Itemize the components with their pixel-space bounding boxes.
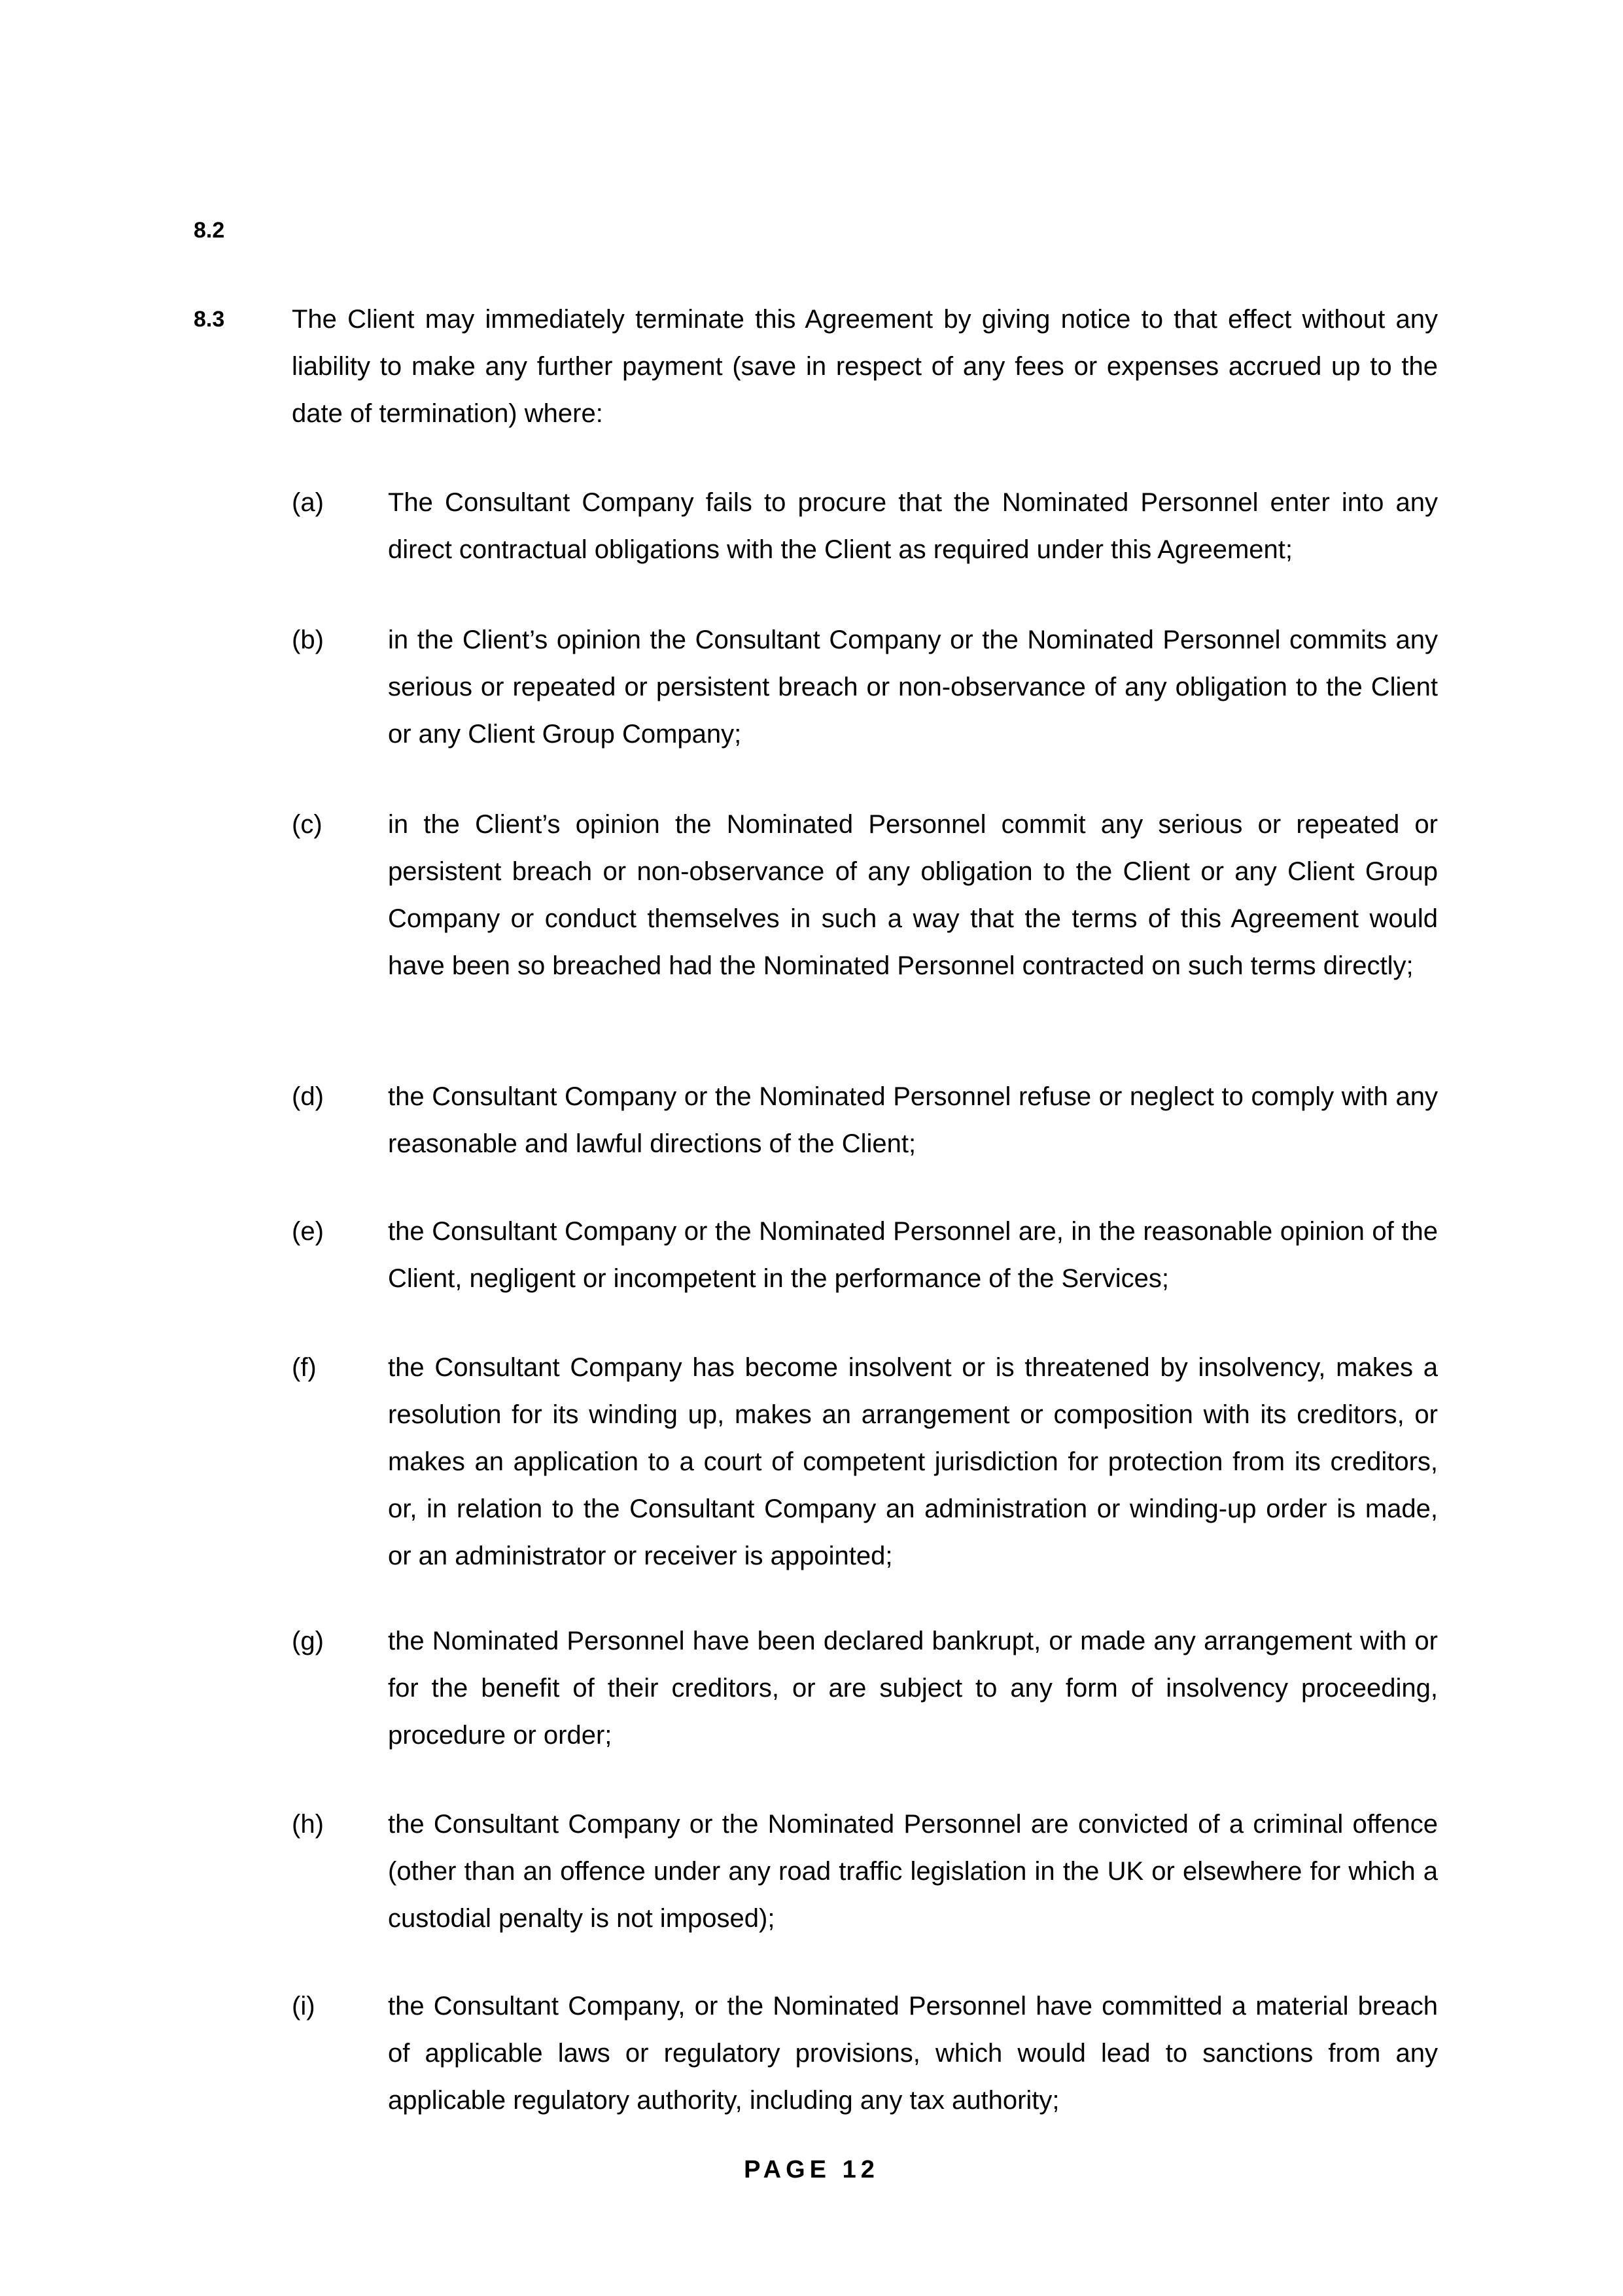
- item-text: the Consultant Company or the Nominated Personnel are, in the reasonable opinion of the Client, negligent or incompetent in the performance of the Services;: [388, 1217, 1438, 1293]
- item-label: (e): [292, 1217, 324, 1246]
- clause-8-2-number: 8.2: [194, 218, 225, 243]
- item-label: (f): [292, 1353, 317, 1382]
- clause-8-3-intro: The Client may immediately terminate this Agreement by giving notice to that effect without any liability to make any further payment (save in respect of any fees or expenses accrued up to the date of termination) where:: [292, 305, 1438, 428]
- item-label: (b): [292, 626, 324, 654]
- item-text: in the Client’s opinion the Consultant Company or the Nominated Personnel commits any serious or repeated or persistent breach or non-observance of any obligation to the Client or any Client Group Company;: [388, 626, 1438, 749]
- item-label: (a): [292, 488, 324, 517]
- item-text: the Consultant Company, or the Nominated Personnel have committed a material breach of applicable laws or regulatory provisions, which would lead to sanctions from any applicable regulatory authority, including any tax authority;: [388, 1992, 1438, 2115]
- item-label: (i): [292, 1992, 315, 2021]
- item-text: the Consultant Company has become insolvent or is threatened by insolvency, makes a resolution for its winding up, makes an arrangement or composition with its creditors, or makes an application to a court of competent jurisdiction for protection from its creditors, or, in relation to the Consultant Company an administration or winding-up order is made, or an administrator or receiver is appointed;: [388, 1353, 1438, 1570]
- item-label: (c): [292, 810, 323, 839]
- item-text: in the Client’s opinion the Nominated Personnel commit any serious or repeated or persistent breach or non-observance of any obligation to the Client or any Client Group Company or conduct themselves in such a way that the terms of this Agreement would have been so breached had the Nominated Personnel contracted on such terms directly;: [388, 810, 1438, 980]
- item-text: the Nominated Personnel have been declared bankrupt, or made any arrangement with or for the benefit of their creditors, or are subject to any form of insolvency proceeding, procedure or order;: [388, 1627, 1438, 1750]
- item-text: the Consultant Company or the Nominated Personnel refuse or neglect to comply with any reasonable and lawful directions of the Client;: [388, 1082, 1438, 1158]
- item-text: The Consultant Company fails to procure that the Nominated Personnel enter into any direct contractual obligations with the Client as required under this Agreement;: [388, 488, 1438, 564]
- item-label: (h): [292, 1810, 324, 1839]
- item-label: (g): [292, 1627, 324, 1655]
- page-number-footer: PAGE 12: [744, 2156, 879, 2183]
- item-label: (d): [292, 1082, 324, 1111]
- clause-8-3-number: 8.3: [194, 307, 225, 332]
- item-text: the Consultant Company or the Nominated Personnel are convicted of a criminal offence (other than an offence under any road traffic legislation in the UK or elsewhere for which a custodial penalty is not imposed);: [388, 1810, 1438, 1933]
